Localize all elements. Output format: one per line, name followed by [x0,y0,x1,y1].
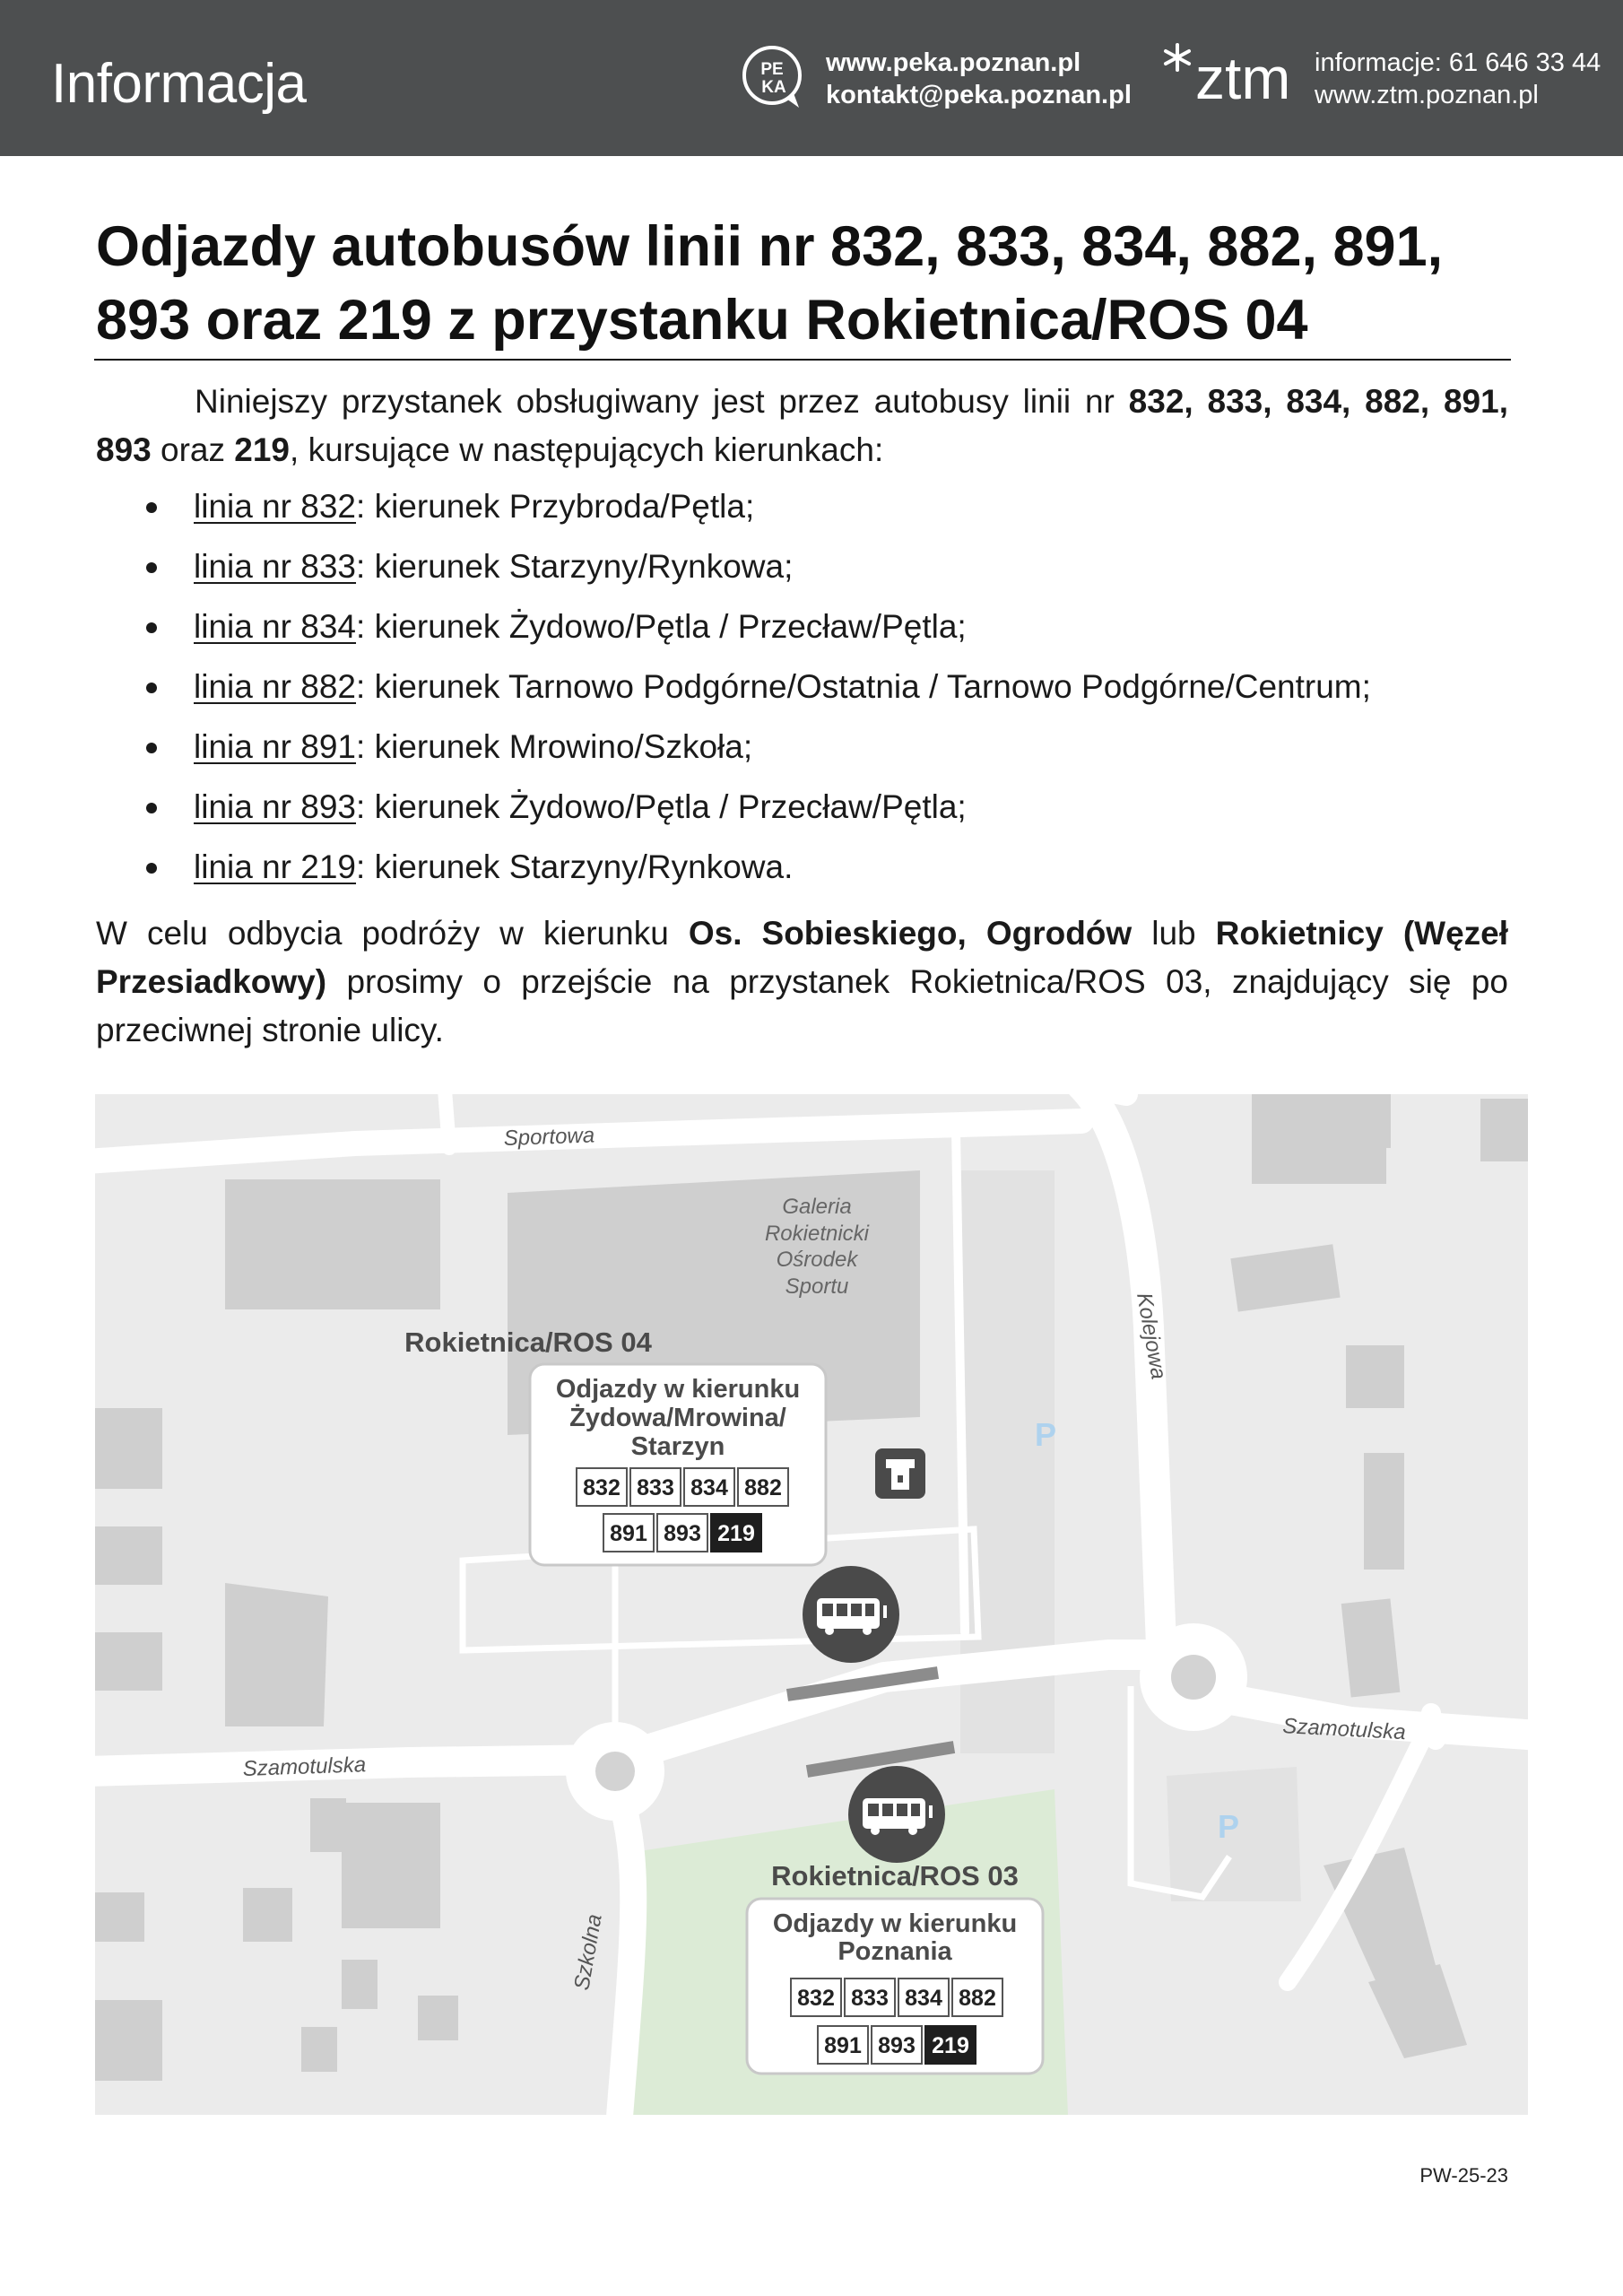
intro-line-219-bold: 219 [234,431,291,468]
road [445,1094,449,1148]
bullet-icon [146,683,157,693]
line-badge-label: 833 [851,1986,889,2011]
bus-icon [803,1566,899,1663]
outro-text-3: prosimy o przejście na przystanek Rokietnica/ROS 03, znajdujący się po przeciwnej stronie ulicy. [96,963,1508,1048]
line-badge-label: 882 [744,1475,782,1500]
peka-email: kontakt@peka.poznan.pl [826,81,1132,109]
stop-location-map [95,1094,1528,2115]
building [243,1888,292,1942]
line-badge-label: 832 [583,1475,621,1500]
peka-logo-text-top: PE [760,60,784,79]
line-link[interactable]: linia nr 834 [194,608,357,645]
bullet-icon [146,502,157,513]
intro-text-1: Niniejszy przystanek obsługiwany jest przez autobusy linii nr [195,383,1129,420]
roundabout-west [566,1722,664,1821]
landmark-line-4: Sportu [785,1274,849,1299]
street-label-sportowa: Sportowa [503,1123,595,1151]
line-direction: : kierunek Mrowino/Szkoła; [356,728,753,765]
line-direction: : kierunek Tarnowo Podgórne/Ostatnia / Tarnowo Podgórne/Centrum; [356,668,1371,705]
list-item [96,723,1513,771]
line-badge-label: 219 [932,2033,969,2058]
building [418,1996,458,2040]
list-item [96,483,1513,531]
building [95,1632,162,1691]
peka-logo-text-bottom: KA [761,78,786,97]
list-item [96,843,1513,891]
building [95,1526,162,1585]
header-bar [0,0,1623,156]
bullet-icon [146,743,157,753]
line-link[interactable]: linia nr 882 [194,668,357,705]
list-item [96,543,1513,591]
bullet-icon [146,803,157,813]
line-direction: : kierunek Żydowo/Pętla / Przecław/Pętla; [356,788,967,825]
road [1431,1713,1436,1740]
title-underline [94,359,1511,361]
street-label-szkolna: Szkolna [569,1912,607,1993]
building [1364,1453,1404,1570]
line-link[interactable]: linia nr 219 [194,848,357,885]
building [1346,1345,1404,1408]
street-label-kolejowa: Kolejowa [1132,1291,1171,1381]
bullet-icon [146,622,157,633]
street-label-szamotulska-east: Szamotulska [1281,1714,1407,1745]
building [1341,1598,1401,1697]
intro-lines-bold: 832, 833, 834, 882, 891, 893 [96,383,1508,468]
line-direction: : kierunek Przybroda/Pętla; [356,488,755,525]
bus-icon [848,1766,945,1863]
ticket-machine-icon [875,1448,925,1499]
line-link[interactable]: linia nr 833 [194,548,357,585]
line-link[interactable]: linia nr 893 [194,788,357,825]
destination-2-bold: Rokietnicy (Węzeł Przesiadkowy) [96,915,1509,1000]
landmark-line-2: Rokietnicki [764,1222,870,1246]
building [1301,1094,1391,1148]
callout-heading-3: Starzyn [630,1432,725,1461]
street-label-szamotulska-west: Szamotulska [242,1752,367,1781]
list-item [96,783,1513,831]
line-direction: : kierunek Żydowo/Pętla / Przecław/Pętla; [356,608,967,645]
line-badge-label: 834 [690,1475,728,1500]
document-code: PW-25-23 [1419,2164,1508,2187]
landmark-line-3: Ośrodek [776,1248,858,1272]
line-link[interactable]: linia nr 891 [194,728,357,765]
parking-sign: P [1035,1416,1057,1453]
building [301,2027,337,2072]
ztm-website: www.ztm.poznan.pl [1315,81,1539,109]
transfer-paragraph [96,909,1508,1055]
peka-contact [826,47,1132,111]
bullet-icon [146,863,157,874]
building [342,1803,440,1928]
line-badge-label: 219 [717,1521,755,1546]
callout-heading-2: Poznania [838,1937,952,1966]
ztm-logo-text: ztm [1195,45,1291,109]
destination-1-bold: Os. Sobieskiego, Ogrodów [688,915,1133,952]
asterisk-icon [1166,45,1189,70]
roundabout-island [1171,1655,1216,1700]
line-badge-label: 834 [905,1986,942,2011]
line-badge-label: 882 [959,1986,996,2011]
outro-text-1: W celu odbycia podróży w kierunku [96,915,689,952]
line-badge-label: 891 [610,1521,647,1546]
list-item [96,663,1513,711]
building [95,1408,162,1489]
intro-text-3: , kursujące w następujących kierunkach: [290,431,884,468]
line-direction: : kierunek Starzyny/Rynkowa; [356,548,794,585]
parking-sign: P [1218,1808,1240,1845]
landmark-line-1: Galeria [782,1195,852,1219]
bullet-icon [146,562,157,573]
ztm-phone: informacje: 61 646 33 44 [1315,48,1601,77]
line-badge-label: 891 [824,2033,862,2058]
building [95,2000,162,2081]
roundabout-island [595,1752,635,1791]
building [225,1179,440,1309]
stop-name-ros04: Rokietnica/ROS 04 [404,1326,652,1358]
intro-paragraph [96,378,1508,474]
peka-logo [740,43,808,111]
callout-heading-1: Odjazdy w kierunku [555,1375,801,1404]
building [342,1960,378,2009]
ztm-contact [1315,47,1601,111]
road-szkolna [620,1794,633,2115]
building [1480,1099,1528,1161]
building [310,1798,346,1852]
building [225,1583,328,1726]
line-badge-label: 893 [664,1521,701,1546]
line-badge-label: 832 [797,1986,835,2011]
line-badge-label: 833 [637,1475,674,1500]
ztm-logo [1161,38,1296,109]
building [95,1892,144,1942]
stop-name-ros03: Rokietnica/ROS 03 [771,1860,1019,1892]
roundabout-east [1140,1623,1247,1731]
header-title: Informacja [51,53,307,115]
outro-text-2: lub [1132,915,1216,952]
line-direction-list [96,483,1513,903]
callout-heading-1: Odjazdy w kierunku [772,1909,1018,1938]
line-direction: : kierunek Starzyny/Rynkowa. [356,848,794,885]
peka-website: www.peka.poznan.pl [826,48,1081,77]
list-item [96,603,1513,651]
line-link[interactable]: linia nr 832 [194,488,357,525]
line-badge-label: 893 [878,2033,916,2058]
intro-text-2: oraz [151,431,235,468]
document-title: Odjazdy autobusów linii nr 832, 833, 834, 882, 891, 893 oraz 219 z przystanku Rokietnica/ROS 04 [96,215,1444,352]
callout-heading-2: Żydowa/Mrowina/ [569,1404,786,1432]
